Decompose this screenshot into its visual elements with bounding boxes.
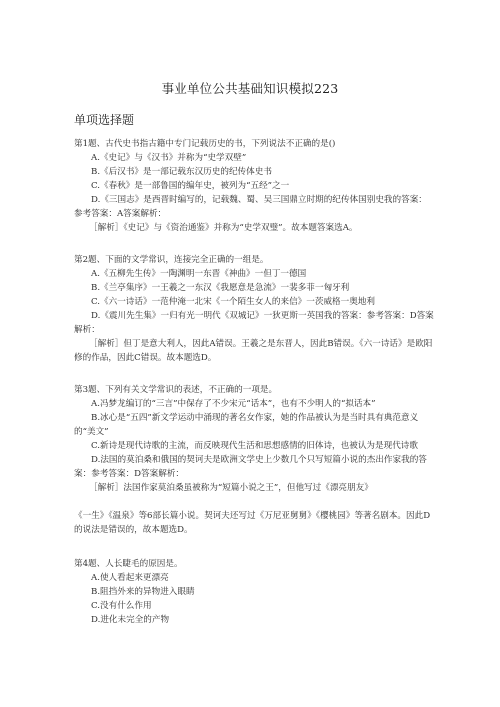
option-d: D.《震川先生集》一归有光一明代《双城记》一狄更斯一英国我的答案：参考答案：D答案解析：: [74, 311, 434, 335]
option-a: A.使人看起来更漂亮: [91, 573, 169, 583]
question-3: [74, 383, 434, 537]
option-c: C.没有什么作用: [91, 601, 152, 611]
option-d: D.《三国志》是西晋时编写的，记载魏、蜀、吴三国鼎立时期的纪传体国别史我的答案：参考答案：A答案解析：: [74, 195, 427, 219]
question-stem: 第3题、下列有关文学常识的表述，不正确的一项是。: [74, 385, 278, 395]
option-b: B.阻挡外来的异物进入眼睛: [91, 587, 195, 597]
question-2: [74, 253, 434, 365]
option-c: C.《六一诗话》一范仲淹一北宋《一个陌生女人的来信》一茨威格一奥地利: [91, 297, 376, 307]
question-4: [74, 557, 434, 627]
answer-analysis: ［解析］《史记》与《资治通鉴》并称为“史学双璧”。故本题答案选A。: [89, 223, 358, 233]
question-1: [74, 137, 434, 235]
answer-analysis: ［解析］但丁是意大利人，因此A错误。王羲之是东晋人，因此B错误。《六一诗话》是欧阳修的作品，因此C错误。故本题选D。: [74, 339, 433, 363]
page-title: 事业单位公共基础知识模拟223: [161, 81, 339, 96]
option-c: C.新诗是现代诗歌的主流，而反映现代生活和思想感情的旧体诗，也被认为是现代诗歌: [91, 441, 418, 451]
option-c: C.《春秋》是一部鲁国的编年史，被列为“五经”之一: [91, 181, 290, 191]
option-a: A.冯梦龙编订的“三言”中保存了不少宋元“话本”，也有不少明人的“拟话本”: [91, 399, 376, 409]
option-b: B.冰心是“五四”新文学运动中涌现的著名女作家，她的作品被认为是当时具有典范意义的“美文”: [74, 413, 419, 437]
question-stem: 第1题、古代史书指古籍中专门记载历史的书，下列说法不正确的是(): [74, 139, 336, 149]
option-b: B.《后汉书》是一部记载东汉历史的纪传体史书: [91, 167, 272, 177]
option-d: D.进化未完全的产物: [91, 615, 170, 625]
question-stem: 第2题、下面的文学常识，连接完全正确的一组是。: [74, 255, 269, 265]
option-d: D.法国的莫泊桑和俄国的契诃夫是欧洲文学史上少数几个只写短篇小说的杰出作家我的答案：参考答案：D答案解析：: [74, 455, 427, 479]
option-a: A.《五柳先生传》一陶渊明一东晋《神曲》一但丁一德国: [91, 269, 307, 279]
answer-analysis: ［解析］法国作家莫泊桑虽被称为“短篇小说之王”，但他写过《漂亮朋友》: [89, 483, 373, 493]
option-b: B.《兰亭集序》一王羲之一东汉《我愿意是急流》一裴多菲一匈牙利: [91, 283, 350, 293]
question-list: [74, 137, 434, 627]
question-stem: 第4题、人长睫毛的原因是。: [74, 559, 183, 569]
option-a: A.《史记》与《汉书》并称为“史学双壁”: [91, 153, 247, 163]
section-heading: 单项选择题: [74, 113, 135, 127]
analysis-continuation: 《一生》《温泉》等6部长篇小说。契诃夫还写过《万尼亚舅舅》《樱桃园》等著名剧本。因此D的说法是错误的，故本题选D。: [74, 511, 431, 535]
